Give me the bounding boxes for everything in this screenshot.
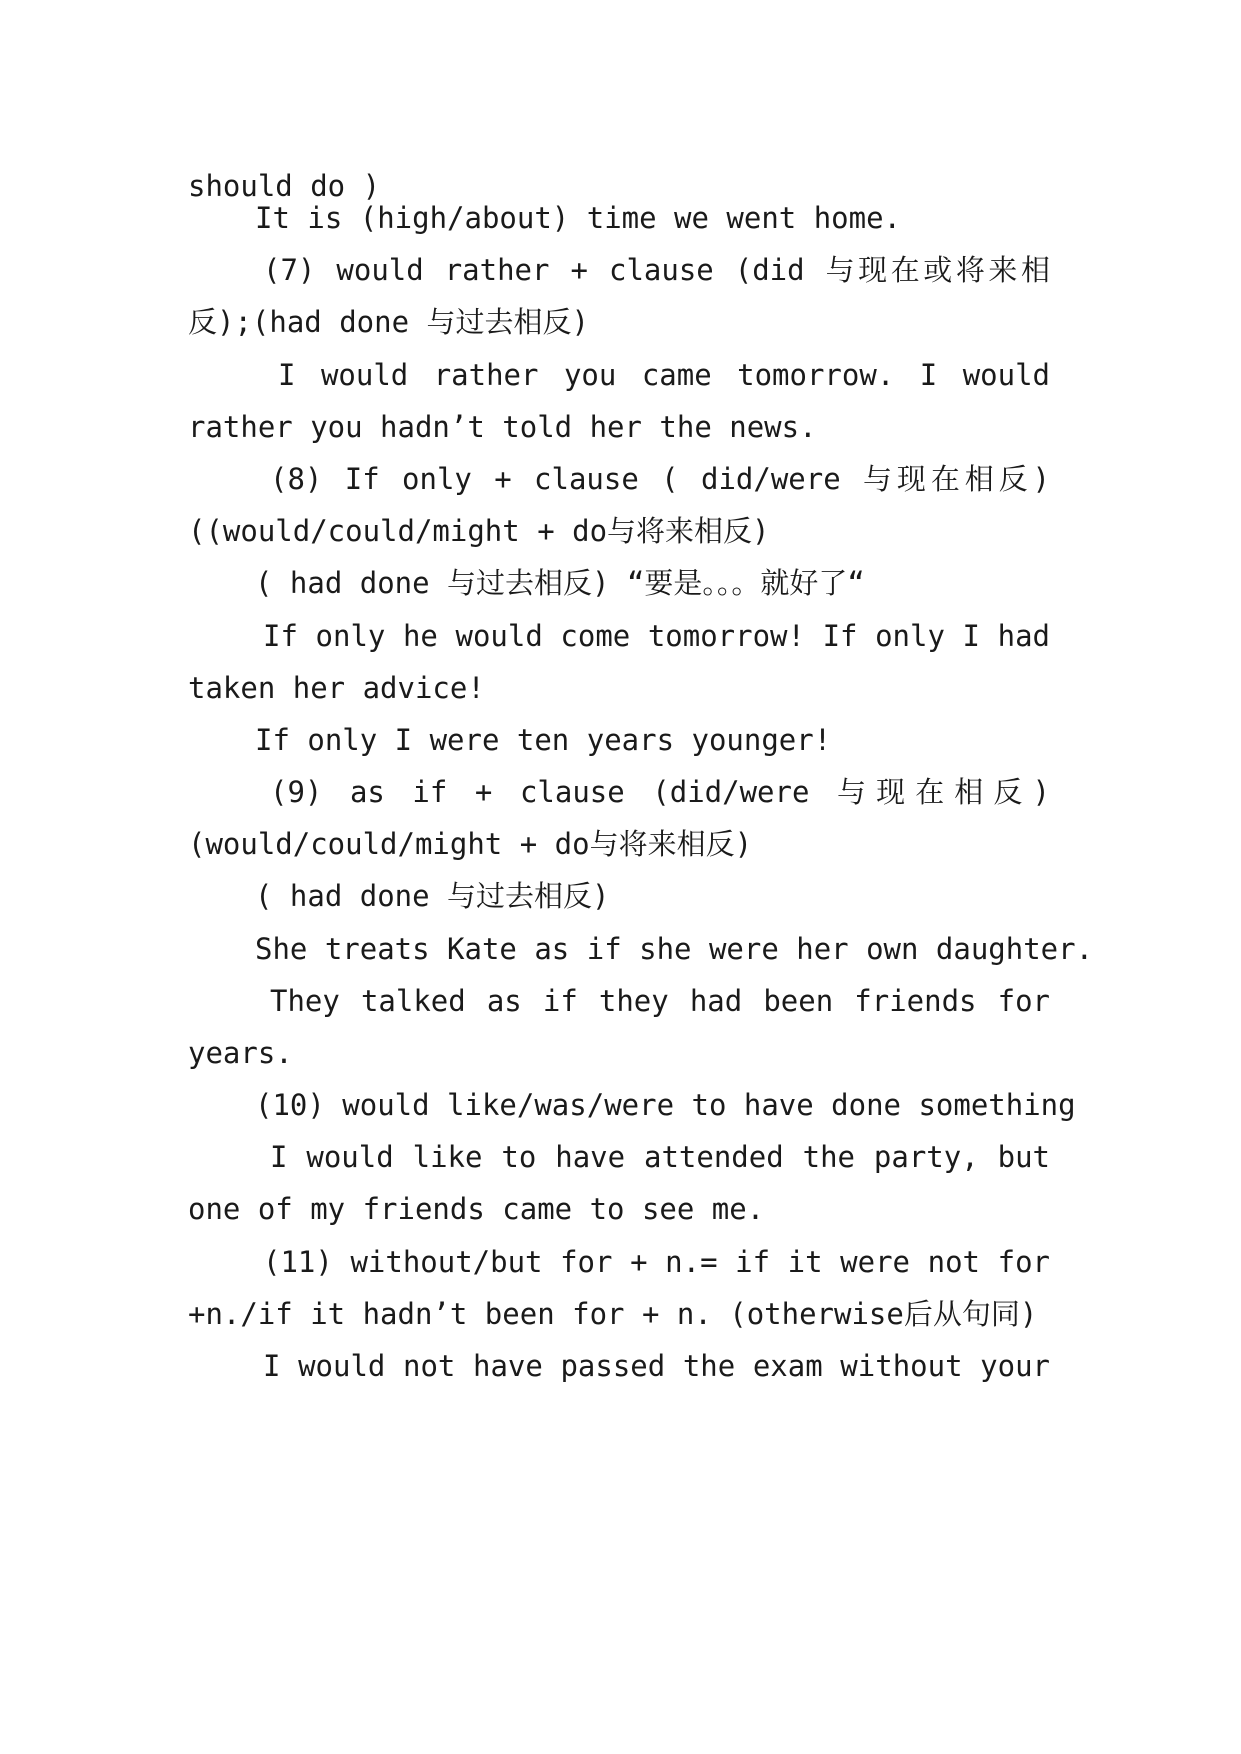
text-line-6: rather you hadn’t told her the news. — [188, 410, 817, 444]
text-line-17: They talked as if they had been friends for — [270, 984, 1050, 1018]
text-line-8: ((would/could/might + do与将来相反) — [188, 514, 770, 548]
text-line-3: (7) would rather + clause (did 与现在或将来相 — [263, 253, 1050, 287]
text-line-4: 反);(had done 与过去相反) — [188, 305, 589, 339]
text-line-13: (9) as if + clause (did/were 与现在相反) — [270, 775, 1050, 809]
text-line-18: years. — [188, 1036, 293, 1070]
text-line-10: If only he would come tomorrow! If only I had — [263, 619, 1050, 653]
text-line-19: (10) would like/was/were to have done something — [255, 1088, 1076, 1122]
text-line-16: She treats Kate as if she were her own daughter. — [255, 932, 1094, 966]
text-line-1: should do ) — [188, 169, 381, 203]
text-line-9: ( had done 与过去相反) “要是。。。就好了“ — [255, 566, 865, 600]
text-line-14: (would/could/might + do与将来相反) — [188, 827, 753, 861]
text-line-5: I would rather you came tomorrow. I would — [278, 358, 1050, 392]
text-line-21: one of my friends came to see me. — [188, 1192, 765, 1226]
text-line-22: (11) without/but for + n.= if it were not for — [263, 1245, 1050, 1279]
text-line-23: +n./if it hadn’t been for + n. (otherwise后从句同) — [188, 1297, 1038, 1331]
text-line-2: It is (high/about) time we went home. — [255, 201, 902, 235]
text-line-15: ( had done 与过去相反) — [255, 879, 610, 913]
text-line-7: (8) If only + clause ( did/were 与现在相反) — [270, 462, 1050, 496]
text-line-24: I would not have passed the exam without your — [263, 1349, 1050, 1383]
text-line-20: I would like to have attended the party, but — [270, 1140, 1050, 1174]
text-line-12: If only I were ten years younger! — [255, 723, 832, 757]
text-line-11: taken her advice! — [188, 671, 485, 705]
